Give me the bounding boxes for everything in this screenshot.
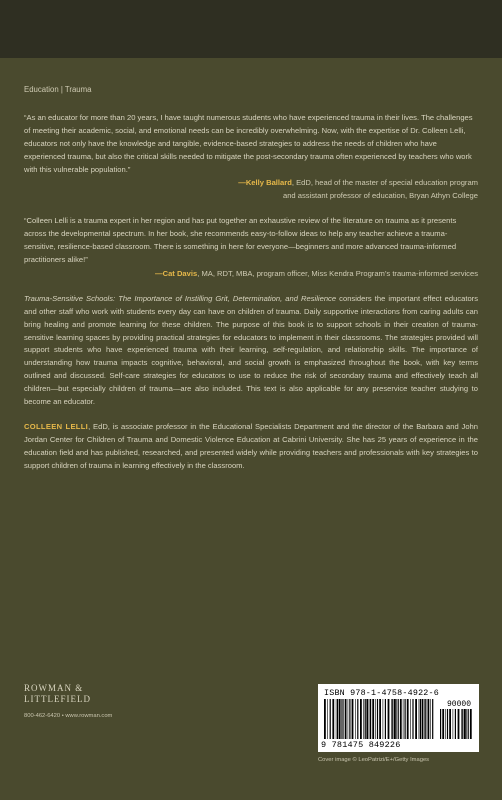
endorsement-quote-1 <box>24 112 478 203</box>
quote-attribution <box>24 177 478 203</box>
barcode-bar <box>415 699 417 739</box>
publisher-block <box>24 683 174 719</box>
bio-text: , EdD, is associate professor in the Educational Specialists Department and the director of the Barbara and John Jordan Center for Children of Trauma and Domestic Violence Education at Cabrini University. She has 25 years of experience in the education field and has published, researched, and presented widely while providing teachers and professionals with key strategies to support children of trauma in learning effectively in the classroom. <box>24 421 478 470</box>
quote-text: “As an educator for more than 20 years, I have taught numerous students who have experienced trauma in their lives. The challenges of meeting their academic, social, and emotional needs can be incredibly overwhelming. Now, with the expertise of Dr. Colleen Lelli, educators not only have the knowledge and tangible, evidence-based strategies to address the needs of children who have experienced trauma, but also the critical skills needed to mitigate the post-secondary trauma often experienced by teachers who work with this vulnerable population.” <box>24 112 473 174</box>
barcode-bar <box>355 699 356 739</box>
barcode-bar <box>337 699 338 739</box>
ean-barcode-bars <box>324 699 436 739</box>
barcode-bar <box>455 709 456 739</box>
barcode-bar <box>369 699 370 739</box>
barcode-bar <box>375 699 376 739</box>
barcode-bar <box>428 699 430 739</box>
barcode-bar <box>377 699 378 739</box>
barcode-bar <box>324 699 326 739</box>
barcode-bar <box>372 699 374 739</box>
barcode-bar <box>327 699 328 739</box>
barcode-bar <box>396 699 397 739</box>
barcode-bar <box>345 699 347 739</box>
barcode-bar <box>410 699 411 739</box>
endorser-affiliation: , MA, RDT, MBA, program officer, Miss Kendra Program’s trauma-informed services <box>197 268 478 278</box>
book-description <box>24 293 478 409</box>
publisher-contact: 800-462-6420 • www.rowman.com <box>24 713 113 719</box>
barcode-bar <box>432 699 433 739</box>
endorser-name: —Kelly Ballard <box>238 178 292 188</box>
barcode-bar <box>461 709 462 739</box>
barcode-bar <box>453 709 454 739</box>
barcode-bar <box>419 699 420 739</box>
barcode-bar <box>468 709 469 739</box>
barcode-bar <box>430 699 431 739</box>
barcode-bar <box>379 699 381 739</box>
barcode-bar <box>348 699 349 739</box>
ean-digits: 9 781475 849226 <box>321 740 401 750</box>
barcode-bar <box>388 699 390 739</box>
barcode-bar <box>330 699 331 739</box>
cover-image-credit: Cover image © LeoPatrizi/E+/Getty Images <box>318 757 430 763</box>
barcode-bar <box>391 699 392 739</box>
barcode-bar <box>394 699 396 739</box>
barcode-bar <box>383 699 384 739</box>
barcode-bar <box>336 699 337 739</box>
back-cover-text <box>24 84 478 473</box>
endorsement-quote-2 <box>24 215 478 281</box>
barcode-bar <box>363 699 364 739</box>
publisher-logo-line1: ROWMAN & <box>24 683 84 693</box>
barcode-bar <box>422 699 424 739</box>
barcode-bar <box>412 699 413 739</box>
barcode-bar <box>365 699 366 739</box>
barcode-bar <box>349 699 350 739</box>
quote-text: “Colleen Lelli is a trauma expert in her region and has put together an exhaustive review of the literature on trauma as it presents across the developmental spectrum. In her book, she recommends easy-to-follow ideas to help any teacher achieve a trauma-sensitive, resilience-based classroom. There is something in here for everyone—beginners and more advanced trauma-informed practitioners alike!” <box>24 216 457 264</box>
barcode-bar <box>341 699 342 739</box>
barcode-bar <box>403 699 404 739</box>
description-text: considers the important effect educators and other staff who work with students every day can have on children of trauma. Daily supportive interactions from caring adults can bring healing and promote learning for these children. The purpose of this book is to support schools in their creation of trauma-sensitive learning spaces by providing practical strategies for educators to implement in their classrooms. The strategies provided will support students who have experienced trauma with their learning, self-regulation, and relationship skills. The importance of understanding how trauma impacts cognitive, behavioral, and social growth is emphasized throughout the book, with key terms outlined and discussed. Self-care strategies for educators to use to reduce the risk of secondary trauma and effectively teach all children—but especially children of trauma—are also included. This text is also applicable for any preservice teacher studying to become an educator. <box>24 293 479 407</box>
barcode-bar <box>392 699 393 739</box>
barcode-bar <box>447 709 448 739</box>
barcode-bar <box>420 699 421 739</box>
top-band <box>0 0 502 58</box>
book-title: Trauma-Sensitive Schools: The Importance of Instilling Grit, Determination, and Resilience <box>24 293 337 303</box>
barcode-bar <box>407 699 409 739</box>
barcode-bar <box>424 699 425 739</box>
quote-attribution <box>24 268 478 281</box>
barcode-bar <box>352 699 354 739</box>
barcode-bar <box>339 699 341 739</box>
barcode-bar <box>405 699 406 739</box>
endorser-affiliation-line2: and assistant professor of education, Bryan Athyn College <box>282 191 478 201</box>
barcode-bar <box>400 699 402 739</box>
publisher-logo-line2: LITTLEFIELD <box>24 694 91 704</box>
isbn-label: ISBN 978-1-4758-4922-6 <box>324 688 439 698</box>
barcode-bar <box>366 699 368 739</box>
barcode-bar <box>442 709 444 739</box>
endorser-name: —Cat Davis <box>155 268 198 278</box>
barcode-bar <box>470 709 472 739</box>
barcode-bar <box>357 699 358 739</box>
author-name: COLLEEN LELLI <box>24 421 89 431</box>
isbn-barcode <box>318 684 479 752</box>
barcode-bar <box>449 709 451 739</box>
price-code: 90000 <box>446 700 471 709</box>
barcode-bar <box>440 709 441 739</box>
author-bio <box>24 421 478 473</box>
barcode-bar <box>360 699 362 739</box>
barcode-bar <box>332 699 334 739</box>
barcode-bar <box>466 709 467 739</box>
barcode-bar <box>342 699 343 739</box>
barcode-bar <box>385 699 386 739</box>
addon-barcode-bars <box>440 709 472 739</box>
category-label: Education | Trauma <box>24 85 92 94</box>
barcode-bar <box>425 699 426 739</box>
barcode-bar <box>462 709 463 739</box>
barcode-bar <box>458 709 460 739</box>
barcode-bar <box>398 699 399 739</box>
endorser-affiliation: , EdD, head of the master of special education program <box>291 178 478 188</box>
barcode-bar <box>370 699 371 739</box>
barcode-bar <box>464 709 466 739</box>
barcode-bar <box>445 709 446 739</box>
